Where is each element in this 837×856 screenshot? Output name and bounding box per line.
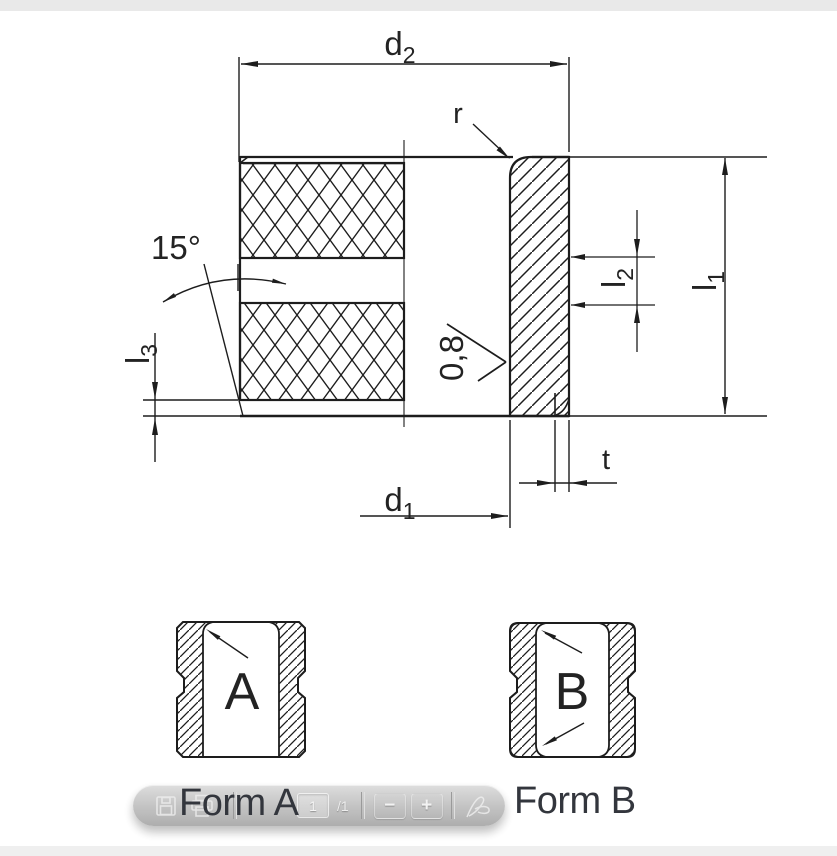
page-number-field[interactable]: 1 [297, 793, 329, 818]
knurl-blocks [240, 163, 404, 400]
page-total-label: /1 [337, 797, 349, 814]
toolbar-separator [361, 792, 365, 819]
form-a-caption: Form A [179, 782, 299, 824]
angle-arc [163, 279, 286, 302]
dim-label-angle: 15° [151, 229, 201, 266]
form-b-drawing [510, 623, 635, 757]
dim-label-l3: $l_3$ [119, 343, 162, 365]
dim-label-r: r [453, 98, 463, 130]
dim-label-d2: $d_2$ [384, 25, 416, 68]
form-a-drawing [177, 622, 305, 757]
dim-label-t: t [601, 444, 611, 476]
form-a-letter: A [224, 663, 260, 721]
dim-label-roughness: 0,8 [433, 335, 470, 381]
form-b-letter: B [554, 663, 590, 721]
dim-label-l2: $l_2$ [595, 267, 638, 289]
flange-section [510, 157, 569, 416]
toolbar-separator [451, 792, 455, 819]
dim-label-l1: $l_1$ [686, 270, 729, 292]
save-icon[interactable] [155, 795, 177, 817]
acrobat-icon[interactable] [463, 792, 495, 820]
slant-line [204, 264, 243, 416]
form-b-caption: Form B [514, 780, 636, 822]
radius-leader [473, 124, 510, 159]
dim-label-d1: $d_1$ [384, 481, 416, 524]
zoom-in-button[interactable]: + [411, 793, 443, 819]
zoom-out-button[interactable]: − [374, 793, 406, 819]
